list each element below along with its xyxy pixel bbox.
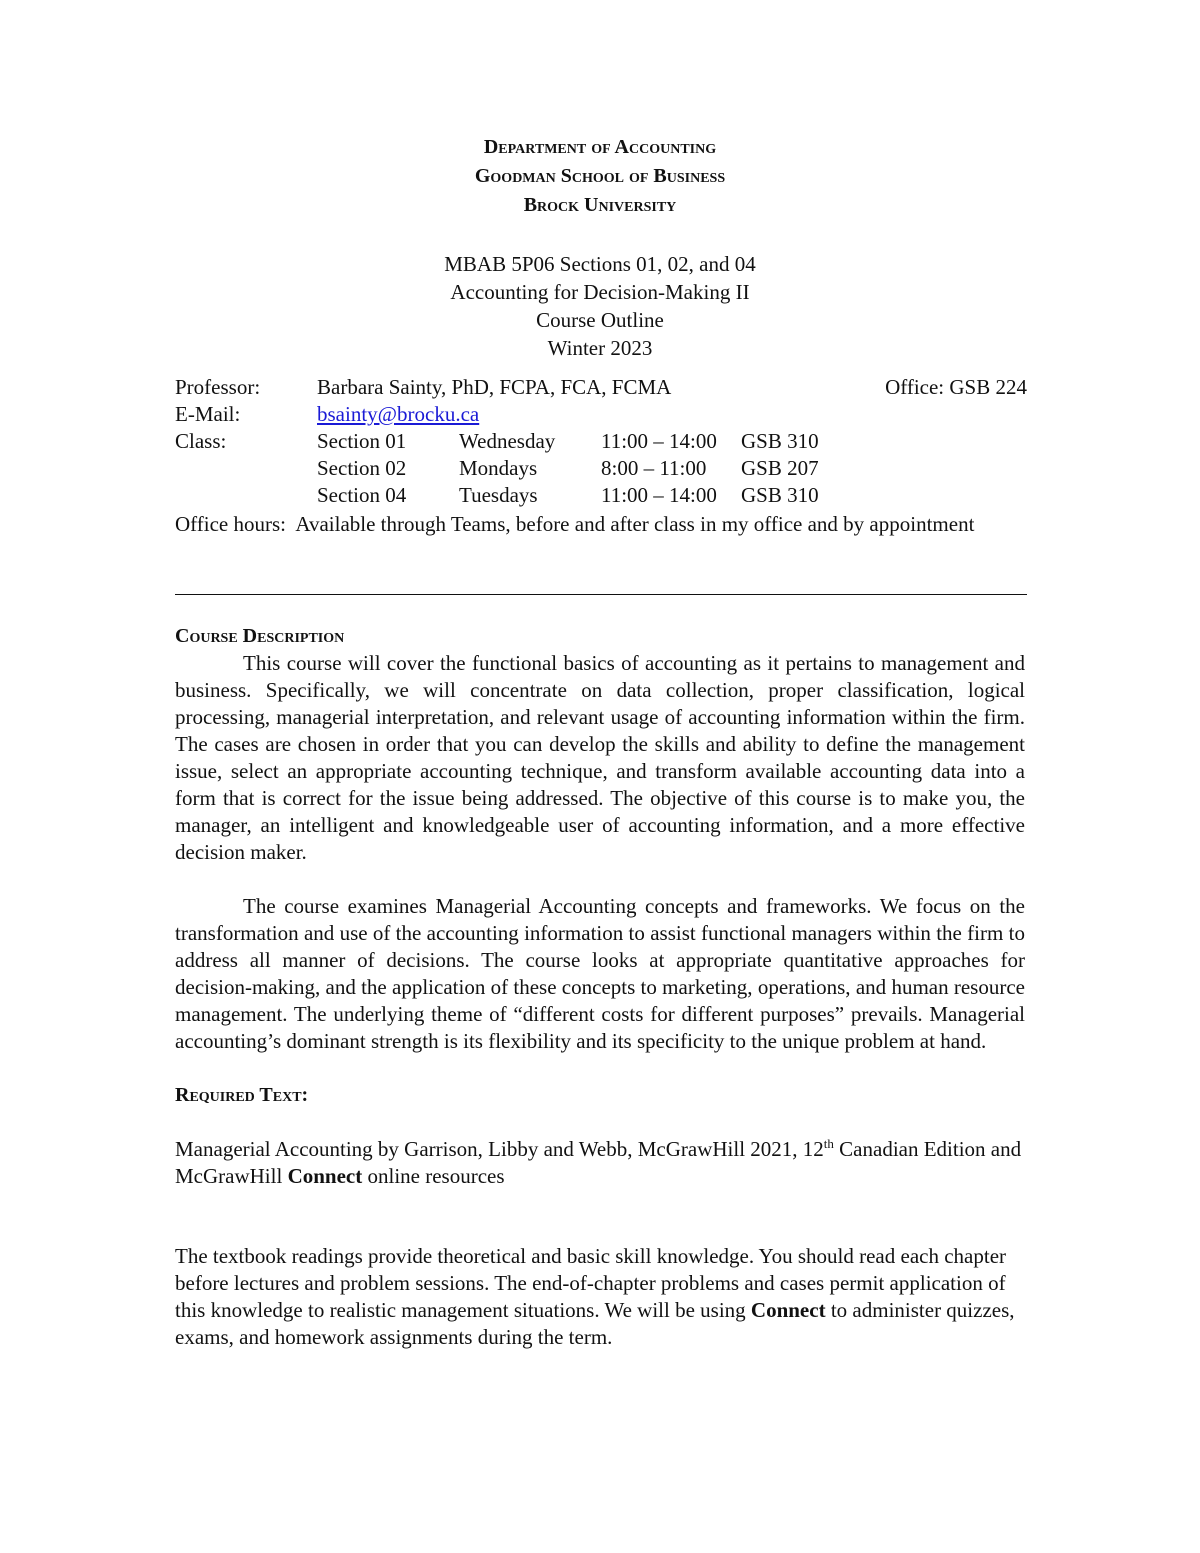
professor-row bbox=[175, 374, 1027, 401]
section-time: 8:00 – 11:00 bbox=[601, 456, 707, 480]
connect-name: Connect bbox=[750, 1298, 826, 1322]
office-hours-text: Available through Teams, before and after class in my office and by appointment bbox=[295, 512, 975, 536]
email-link[interactable]: bsainty@brocku.ca bbox=[317, 402, 480, 426]
usage-text: The textbook readings provide theoretical and basic skill knowledge. You should read each chapter before lectures and problem sessions. The end-of-chapter problems and cases permit application of this knowledge to realistic management situations. We will be using bbox=[175, 1244, 1007, 1322]
term: Winter 2023 bbox=[547, 336, 653, 360]
professor-label: Professor: bbox=[175, 375, 261, 399]
description-paragraph: This course will cover the functional basics of accounting as it pertains to management and business. Specifically, we will concentrate on data collection, proper classification, logical processing, managerial interpretation, and relevant usage of accounting information within the firm. The cases are chosen in order that you can develop the skills and ability to define the management issue, select an appropriate accounting technique, and transform available accounting data into a form that is correct for the issue being addressed. The objective of this course is to make you, the manager, an intelligent and knowledgeable user of accounting information, and a more effective decision maker. bbox=[175, 651, 1025, 864]
document-header bbox=[175, 133, 1025, 362]
section-room: GSB 310 bbox=[741, 483, 819, 507]
usage-text: to administer quizzes, exams, and homework assignments during the term. bbox=[175, 1298, 1015, 1349]
textbook-text: online resources bbox=[362, 1164, 505, 1188]
edition-suffix: th bbox=[823, 1136, 834, 1151]
course-info bbox=[175, 374, 1027, 538]
professor-name: Barbara Sainty, PhD, FCPA, FCA, FCMA bbox=[317, 375, 672, 399]
section-name: Section 01 bbox=[317, 429, 407, 453]
school-name: Goodman School of Business bbox=[474, 165, 726, 187]
section-time: 11:00 – 14:00 bbox=[601, 429, 717, 453]
office-hours-label: Office hours: bbox=[175, 512, 286, 536]
course-description-heading: Course Description bbox=[175, 625, 345, 647]
section-name: Section 04 bbox=[317, 483, 407, 507]
class-row bbox=[175, 482, 1027, 509]
section-room: GSB 207 bbox=[741, 456, 819, 480]
section-day: Tuesdays bbox=[459, 483, 538, 507]
course-title: Accounting for Decision-Making II bbox=[450, 280, 750, 304]
required-text-heading: Required Text: bbox=[175, 1084, 309, 1106]
document-body bbox=[175, 623, 1025, 1351]
description-paragraph: The course examines Managerial Accounting concepts and frameworks. We focus on the transformation and use of the accounting information to assist functional managers within the firm to address all manner of decisions. The course looks at appropriate quantitative approaches for decision-making, and the application of these concepts to marketing, operations, and human resource management. The underlying theme of “different costs for different purposes” prevails. Managerial accounting’s dominant strength is its flexibility and its specificity to the unique problem at hand. bbox=[175, 894, 1025, 1053]
section-room: GSB 310 bbox=[741, 429, 819, 453]
course-code: MBAB 5P06 Sections 01, 02, and 04 bbox=[444, 252, 756, 276]
class-label: Class: bbox=[175, 429, 227, 453]
class-row bbox=[175, 455, 1027, 482]
section-name: Section 02 bbox=[317, 456, 407, 480]
section-day: Wednesday bbox=[459, 429, 556, 453]
textbook-text: Canadian Edition and McGrawHill bbox=[175, 1137, 1022, 1188]
class-row bbox=[175, 428, 1027, 455]
textbook-usage bbox=[175, 1243, 1025, 1351]
textbook-text: Managerial Accounting by Garrison, Libby and Webb, McGrawHill 2021, 12 bbox=[175, 1137, 824, 1161]
university-name: Brock University bbox=[523, 194, 677, 216]
department-name: Department of Accounting bbox=[483, 136, 717, 158]
document-type: Course Outline bbox=[536, 308, 664, 332]
email-label: E-Mail: bbox=[175, 402, 241, 426]
section-day: Mondays bbox=[459, 456, 538, 480]
connect-name: Connect bbox=[287, 1164, 363, 1188]
textbook-citation bbox=[175, 1136, 1025, 1190]
office-location: Office: GSB 224 bbox=[885, 375, 1027, 399]
section-time: 11:00 – 14:00 bbox=[601, 483, 717, 507]
divider bbox=[175, 594, 1027, 595]
email-row bbox=[175, 401, 1027, 428]
office-hours bbox=[175, 511, 1027, 538]
